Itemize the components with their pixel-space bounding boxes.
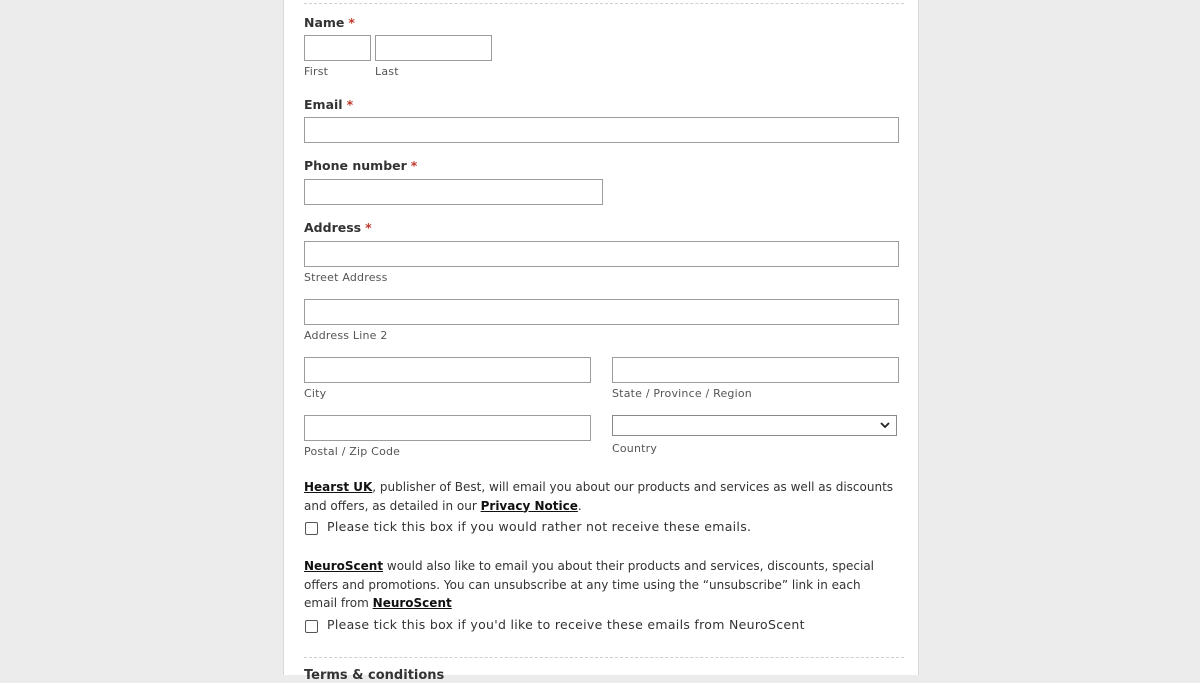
required-mark: * — [348, 15, 355, 30]
country-select[interactable] — [612, 415, 897, 436]
neuroscent-optin-checkbox[interactable] — [305, 620, 318, 633]
hearst-uk-link[interactable]: Hearst UK — [304, 480, 373, 494]
hearst-consent-body: , publisher of Best, will email you about our products and services as well as discounts and offers, as detailed in our — [304, 480, 894, 513]
neuroscent-optin-label[interactable]: Please tick this box if you'd like to receive these emails from NeuroScent — [327, 617, 805, 632]
top-divider — [304, 3, 904, 4]
phone-input[interactable] — [304, 179, 603, 205]
state-sublabel: State / Province / Region — [612, 387, 752, 400]
partner-consent-text — [304, 557, 896, 613]
email-input[interactable] — [304, 117, 899, 143]
chevron-down-icon — [880, 421, 890, 429]
city-input[interactable] — [304, 357, 591, 383]
postal-code-sublabel: Postal / Zip Code — [304, 445, 401, 458]
hearst-optout-label[interactable]: Please tick this box if you would rather not receive these emails. — [327, 519, 752, 534]
first-name-input[interactable] — [304, 35, 371, 61]
first-name-sublabel: First — [304, 65, 329, 78]
address-line2-input[interactable] — [304, 299, 899, 325]
partner-consent-body: would also like to email you about their products and services, discounts, special offers and promotions. You can unsubscribe at any time using the “unsubscribe” link in each email from — [304, 559, 875, 610]
required-mark: * — [346, 97, 354, 112]
last-name-sublabel: Last — [375, 65, 399, 78]
street-address-sublabel: Street Address — [304, 271, 388, 284]
hearst-consent-text — [304, 478, 896, 515]
next-section-heading: Terms & conditions — [304, 668, 445, 683]
privacy-notice-link[interactable]: Privacy Notice — [480, 498, 578, 513]
city-sublabel: City — [304, 387, 327, 400]
address-line2-sublabel: Address Line 2 — [304, 329, 388, 342]
required-mark: * — [365, 220, 372, 235]
street-address-input[interactable] — [304, 241, 899, 267]
state-input[interactable] — [612, 357, 899, 383]
country-sublabel: Country — [612, 442, 658, 455]
required-mark: * — [410, 158, 418, 173]
form-panel — [283, 0, 919, 683]
bottom-divider — [304, 657, 904, 658]
phone-label — [304, 158, 417, 173]
postal-code-input[interactable] — [304, 415, 591, 441]
neuroscent-link-2[interactable]: NeuroScent — [372, 596, 452, 610]
email-label — [304, 97, 353, 112]
hearst-optout-checkbox[interactable] — [305, 522, 318, 535]
email-label-text: Email — [304, 97, 343, 112]
name-label — [304, 15, 355, 30]
last-name-input[interactable] — [375, 35, 492, 61]
name-label-text: Name — [304, 15, 345, 30]
phone-label-text: Phone number — [304, 158, 407, 173]
hearst-consent-end: . — [577, 498, 582, 513]
address-label-text: Address — [304, 220, 362, 235]
address-label — [304, 220, 372, 235]
neuroscent-link[interactable]: NeuroScent — [304, 559, 384, 573]
